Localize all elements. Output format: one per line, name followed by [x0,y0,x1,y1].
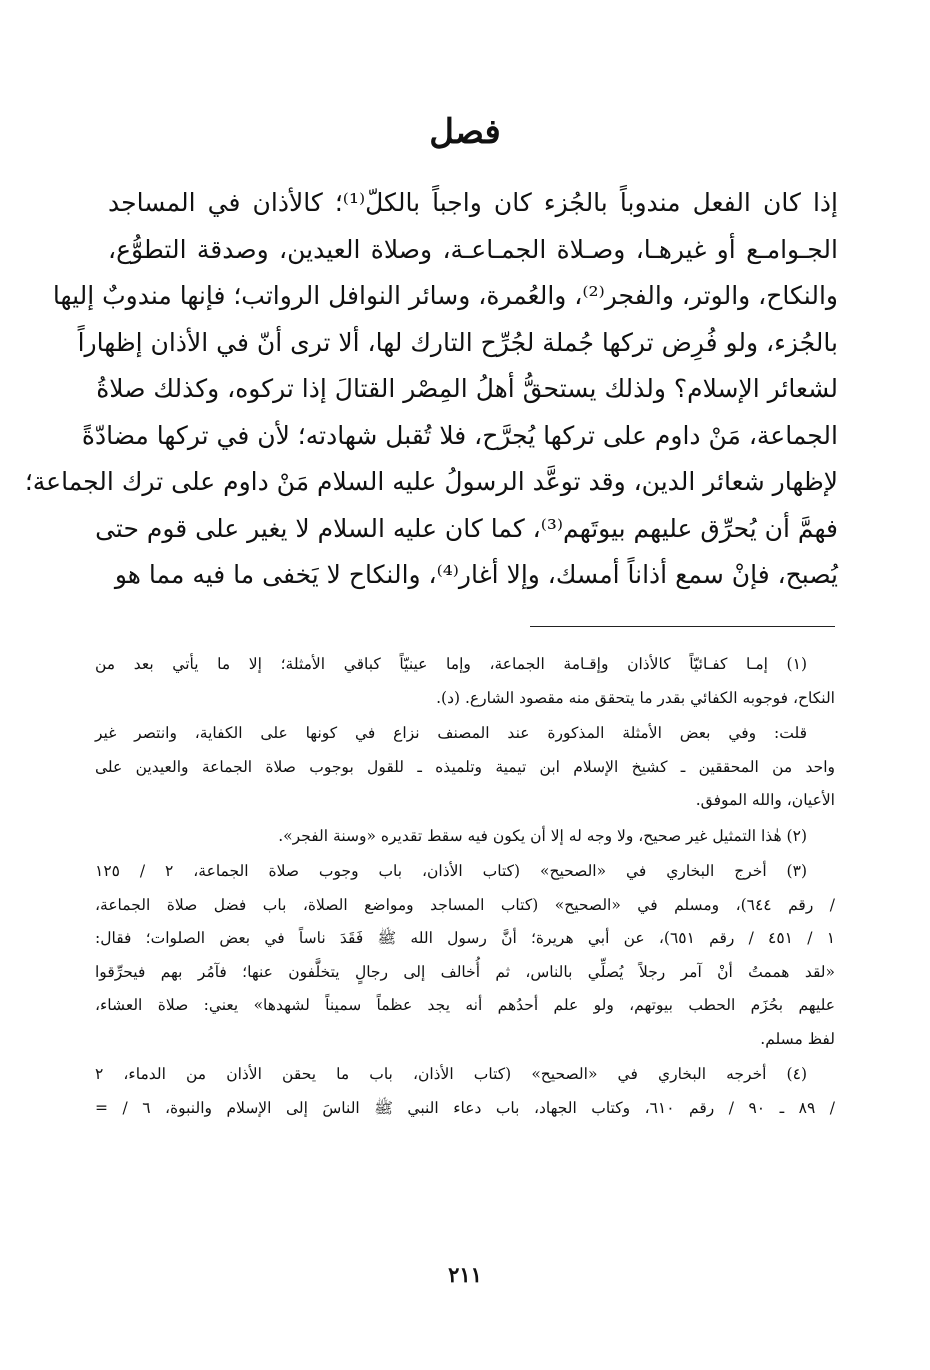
page-number: ٢١١ [448,1262,482,1287]
footnote-3 [95,855,835,1056]
footnote-line: (٣) أخرج البخاري في «الصحيح» (كتاب الأذان، باب وجوب صلاة الجماعة، ٢ / ١٢٥ [95,862,807,880]
footnote-line: (٤) أخرجه البخاري في «الصحيح» (كتاب الأذان، باب ما يحقن الأذان من الدماء، ٢ [95,1065,807,1083]
paragraph-line: بالجُزء، ولو فُرِض تركها جُملة لجُرِّح التارك لها، ألا ترى أنّ في الأذان إظهاراً [77,327,838,357]
footnote-1-comment [95,717,835,818]
paragraph-line: والنكاح، والوتر، والفجر⁽²⁾، والعُمرة، وسائر النوافل الرواتب؛ فإنها مندوبٌ إليها [52,281,838,310]
footnote-2 [95,820,835,854]
footnote-1 [95,648,835,715]
footnote-line: ١ / ٤٥١ / رقم ٦٥١)، عن أبي هريرة؛ أنَّ رسول الله ﷺ فَقَدَ ناساً في بعض الصلوات؛ فقال: [95,929,836,947]
footnote-4 [95,1058,835,1125]
footnote-line: (٢) هٰذا التمثيل غير صحيح، ولا وجه له إلا أن يكون فيه سقط تقديره «وسنة الفجر». [278,826,807,845]
footnote-line: الأعيان، والله الموفق. [695,791,835,809]
paragraph-line: فهمَّ أن يُحرِّق عليهم بيوتَهم⁽³⁾، كما كان عليه السلام لا يغير على قوم حتى [95,513,838,543]
footnote-line: / ٨٩ ـ ٩٠ / رقم ٦١٠، وكتاب الجهاد، باب دعاء النبي ﷺ الناسَ إلى الإسلام والنبوة، ٦ / = [95,1098,835,1117]
footnotes [95,648,835,1127]
paragraph-line: لشعائر الإسلام؟ ولذلك يستحقُّ أهلُ المِصْر القتالَ إذا تركوه، وكذلك صلاةُ [96,374,838,403]
footnote-line: قلت: وفي بعض الأمثلة المذكورة عند المصنف نزاع في كونها على الكفاية، وانتصر غير [95,724,807,742]
footnote-line: «لقد هممتُ أنْ آمر رجلاً يُصلِّي بالناس، ثم أُخالف إلى رجالٍ يتخلَّفون عنها؛ فآمُر بهم فيحرِّقوا [95,962,835,981]
section-heading: فصل [429,112,501,152]
footnote-line: واحد من المحققين ـ كشيخ الإسلام ابن تيمية وتلميذه ـ للقول بوجوب صلاة الجماعة والعيدين على [95,757,835,776]
footnote-line: (١) إمـا كفـائيّاً كالأذان وإقـامة الجماعة، وإما عينيّاً كباقي الأمثلة؛ إلا ما يأتي بعد من [95,655,807,673]
footnote-line: لفظ مسلم. [760,1029,835,1048]
footnote-line: عليهم بحُزَم الحطب بيوتهم، ولو علم أحدُهم أنه يجد عظماً سميناً لشهدها» يعني: صلاة العشاء، [95,996,835,1014]
footnote-separator [530,626,835,627]
paragraph-line: إذا كان الفعل مندوباً بالجُزء كان واجباً بالكلّ⁽¹⁾؛ كالأذان في المساجد [108,188,838,217]
paragraph-line: الجماعة، مَنْ داوم على تركها يُجرَّح، فلا تُقبل شهادته؛ لأن في تركها مضادّةً [81,420,838,450]
paragraph-line: لإظهار شعائر الدين، وقد توعَّد الرسولُ عليه السلام مَنْ داوم على ترك الجماعة؛ [24,467,838,496]
main-paragraph [24,180,838,599]
footnote-line: النكاح، فوجوبه الكفائي بقدر ما يتحقق منه مقصود الشارع. (د). [436,688,835,707]
footnote-line: / رقم ٦٤٤)، ومسلم في «الصحيح» (كتاب المساجد ومواضع الصلاة، باب فضل صلاة الجماعة، [95,895,835,914]
paragraph-line: الجـوامـع أو غيرهـا، وصـلاة الجمـاعـة، وصلاة العيدين، وصدقة التطوُّع، [108,234,838,264]
paragraph-line: يُصبح، فإنْ سمع أذاناً أمسك، وإلا أغار⁽⁴⁾، والنكاح لا يَخفى ما فيه مما هو [114,560,838,589]
